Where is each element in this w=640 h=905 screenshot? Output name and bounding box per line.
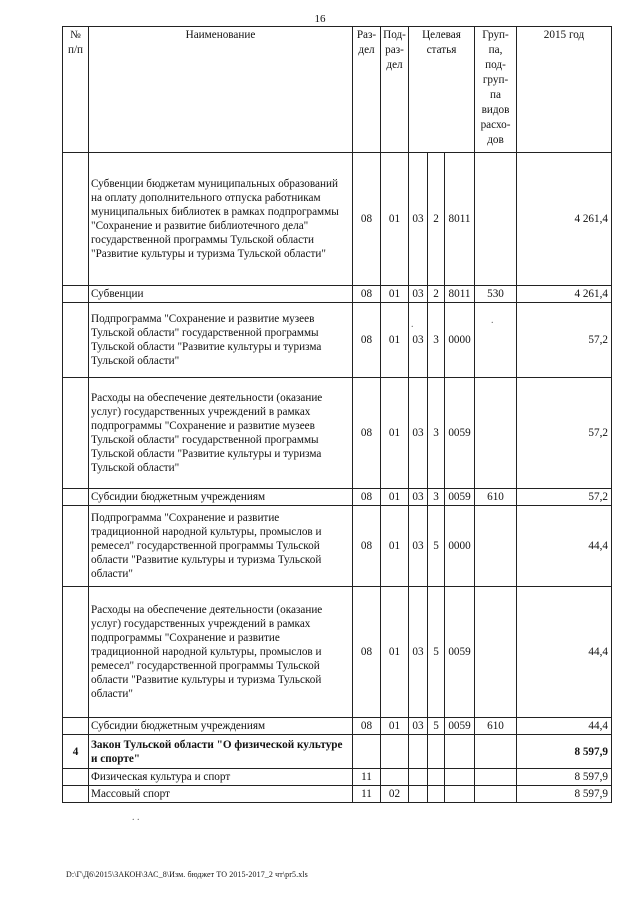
row-name-cell: Расходы на обеспечение деятельности (оказание услуг) государственных учреждений в рамках подпрограммы "Сохранение и развитие традиционной народной культуры, промыслов и ремесел" государственной программы Тульской области "Развитие культуры и туризма Тульской области" xyxy=(89,587,353,718)
row-amount-cell: 8 597,9 xyxy=(517,735,612,769)
row-num-cell xyxy=(63,769,89,786)
row-num-cell xyxy=(63,303,89,378)
row-expense-group-cell xyxy=(475,735,517,769)
row-target-part3-cell xyxy=(445,735,475,769)
scan-mark: . xyxy=(491,315,494,326)
row-target-part2-cell: 5 xyxy=(428,587,445,718)
row-name-cell: Подпрограмма "Сохранение и развитие традиционной народной культуры, промыслов и ремесел" государственной программы Тульской области "Развитие культуры и туризма Тульской области" xyxy=(89,506,353,587)
row-expense-group-cell: 610 xyxy=(475,718,517,735)
row-name-cell: Расходы на обеспечение деятельности (оказание услуг) государственных учреждений в рамках подпрограммы "Сохранение и развитие музеев Тульской области" государственной программы Тульской области "Развитие культуры и туризма Тульской области" xyxy=(89,378,353,489)
row-subsection-cell: 01 xyxy=(381,506,409,587)
row-target-part3-cell: 0059 xyxy=(445,489,475,506)
header-target: Целевая статья xyxy=(409,27,475,153)
row-expense-group-cell xyxy=(475,769,517,786)
table-header-row xyxy=(63,27,612,153)
row-num-cell xyxy=(63,378,89,489)
row-target-part1-cell: 03 xyxy=(409,303,428,378)
row-section-cell: 08 xyxy=(353,378,381,489)
row-target-part1-cell: 03 xyxy=(409,506,428,587)
row-section-cell: 08 xyxy=(353,587,381,718)
row-target-part2-cell: 5 xyxy=(428,506,445,587)
table-row xyxy=(63,587,612,718)
header-name: Наименование xyxy=(89,27,353,153)
row-target-part2-cell: 2 xyxy=(428,153,445,286)
row-target-part3-cell: 0000 xyxy=(445,506,475,587)
table-row xyxy=(63,286,612,303)
row-target-part2-cell: 3 xyxy=(428,489,445,506)
row-section-cell: 08 xyxy=(353,286,381,303)
budget-table xyxy=(62,26,612,803)
row-target-part2-cell: 5 xyxy=(428,718,445,735)
row-amount-cell: 8 597,9 xyxy=(517,786,612,803)
row-target-part2-cell xyxy=(428,769,445,786)
row-section-cell: 11 xyxy=(353,786,381,803)
row-subsection-cell: 01 xyxy=(381,153,409,286)
row-subsection-cell: 01 xyxy=(381,489,409,506)
table-row xyxy=(63,769,612,786)
row-target-part1-cell xyxy=(409,735,428,769)
table-row xyxy=(63,718,612,735)
row-num-cell xyxy=(63,786,89,803)
row-target-part1-cell: 03 xyxy=(409,489,428,506)
header-year: 2015 год xyxy=(517,27,612,153)
row-num-cell: 4 xyxy=(63,735,89,769)
row-target-part3-cell: 8011 xyxy=(445,153,475,286)
row-subsection-cell xyxy=(381,735,409,769)
row-num-cell xyxy=(63,587,89,718)
row-target-part3-cell: 0000 xyxy=(445,303,475,378)
row-name-cell: Субсидии бюджетным учреждениям xyxy=(89,489,353,506)
row-amount-cell: 57,2 xyxy=(517,303,612,378)
row-amount-cell: 57,2 xyxy=(517,489,612,506)
row-target-part3-cell: 8011 xyxy=(445,286,475,303)
row-target-part1-cell xyxy=(409,769,428,786)
row-num-cell xyxy=(63,489,89,506)
row-target-part2-cell xyxy=(428,786,445,803)
row-target-part3-cell xyxy=(445,769,475,786)
row-expense-group-cell xyxy=(475,506,517,587)
row-section-cell: 08 xyxy=(353,303,381,378)
row-expense-group-cell xyxy=(475,303,517,378)
row-name-cell: Субвенции xyxy=(89,286,353,303)
row-amount-cell: 4 261,4 xyxy=(517,286,612,303)
row-target-part1-cell: 03 xyxy=(409,286,428,303)
row-amount-cell: 57,2 xyxy=(517,378,612,489)
row-name-cell: Подпрограмма "Сохранение и развитие музеев Тульской области" государственной программы Тульской области "Развитие культуры и туризма Тульской области" xyxy=(89,303,353,378)
row-section-cell: 08 xyxy=(353,153,381,286)
row-num-cell xyxy=(63,718,89,735)
row-target-part1-cell xyxy=(409,786,428,803)
row-subsection-cell: 01 xyxy=(381,587,409,718)
header-group: Груп- па, под- груп- па видов расхо- дов xyxy=(475,27,517,153)
row-section-cell: 08 xyxy=(353,718,381,735)
row-subsection-cell: 01 xyxy=(381,286,409,303)
header-subsection: Под- раз- дел xyxy=(381,27,409,153)
table-row xyxy=(63,489,612,506)
row-expense-group-cell: 610 xyxy=(475,489,517,506)
row-amount-cell: 44,4 xyxy=(517,506,612,587)
row-section-cell xyxy=(353,735,381,769)
row-name-cell: Закон Тульской области "О физической культуре и спорте" xyxy=(89,735,353,769)
row-target-part1-cell: 03 xyxy=(409,378,428,489)
page-number: 16 xyxy=(314,13,326,25)
row-num-cell xyxy=(63,286,89,303)
row-name-cell: Физическая культура и спорт xyxy=(89,769,353,786)
table-row xyxy=(63,303,612,378)
row-target-part3-cell: 0059 xyxy=(445,587,475,718)
row-expense-group-cell xyxy=(475,786,517,803)
row-section-cell: 08 xyxy=(353,489,381,506)
row-amount-cell: 44,4 xyxy=(517,587,612,718)
header-section: Раз- дел xyxy=(353,27,381,153)
row-section-cell: 08 xyxy=(353,506,381,587)
row-target-part3-cell xyxy=(445,786,475,803)
row-target-part2-cell: 3 xyxy=(428,303,445,378)
row-target-part2-cell xyxy=(428,735,445,769)
row-num-cell xyxy=(63,153,89,286)
scan-mark: . . xyxy=(132,812,140,823)
header-num: № п/п xyxy=(63,27,89,153)
row-amount-cell: 44,4 xyxy=(517,718,612,735)
row-target-part1-cell: 03 xyxy=(409,153,428,286)
table-row xyxy=(63,153,612,286)
row-subsection-cell: 01 xyxy=(381,718,409,735)
table-row xyxy=(63,378,612,489)
row-expense-group-cell xyxy=(475,587,517,718)
row-target-part3-cell: 0059 xyxy=(445,378,475,489)
row-section-cell: 11 xyxy=(353,769,381,786)
footer-file-path: D:\Г\Д6\2015\ЗАКОН\ЗАС_8\Изм. бюджет ТО 2015-2017_2 чт\pr5.xls xyxy=(66,870,308,879)
row-amount-cell: 4 261,4 xyxy=(517,153,612,286)
row-target-part2-cell: 3 xyxy=(428,378,445,489)
row-target-part1-cell: 03 xyxy=(409,718,428,735)
table-row xyxy=(63,735,612,769)
row-subsection-cell: 02 xyxy=(381,786,409,803)
table-row xyxy=(63,786,612,803)
row-name-cell: Субсидии бюджетным учреждениям xyxy=(89,718,353,735)
row-expense-group-cell xyxy=(475,153,517,286)
row-amount-cell: 8 597,9 xyxy=(517,769,612,786)
row-expense-group-cell xyxy=(475,378,517,489)
row-subsection-cell: 01 xyxy=(381,378,409,489)
row-expense-group-cell: 530 xyxy=(475,286,517,303)
row-subsection-cell: 01 xyxy=(381,303,409,378)
table-row xyxy=(63,506,612,587)
row-subsection-cell xyxy=(381,769,409,786)
scan-mark: . xyxy=(411,319,414,330)
row-target-part2-cell: 2 xyxy=(428,286,445,303)
row-target-part3-cell: 0059 xyxy=(445,718,475,735)
row-name-cell: Массовый спорт xyxy=(89,786,353,803)
row-target-part1-cell: 03 xyxy=(409,587,428,718)
row-name-cell: Субвенции бюджетам муниципальных образований на оплату дополнительного отпуска работникам муниципальных библиотек в рамках подпрограммы "Сохранение и развитие библиотечного дела" государственной программы Тульской области "Развитие культуры и туризма Тульской области" xyxy=(89,153,353,286)
row-num-cell xyxy=(63,506,89,587)
